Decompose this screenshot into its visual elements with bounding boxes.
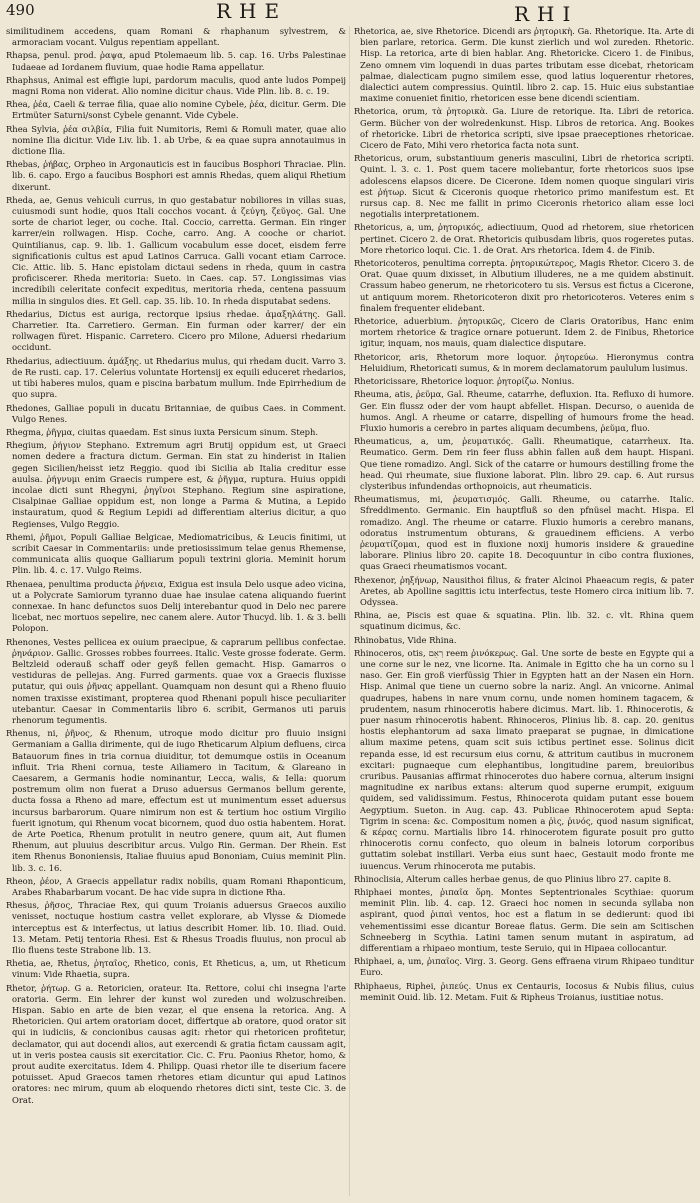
dictionary-entry: Rhetorica, ae, sive Rhetorice. Dicendi ars ῥητορικὴ. Ga. Rhetorique. Ita. Arte di bien parlare, retorica. Germ. Die kunst zierlich und wol zureden. Rhetoric. Hisp. La retorica, arte di bien hablar. Ang. Rhetoricke. Cicero 1. de Finibus, Zeno omnem vim loquendi in duas partes tributam esse dicebat, rhetoricam palmae, dialecticam pugno similem esse, quod latius loquerentur rhetores, dialectici autem compressius. Quintil. libro 2. cap. 15. Huic eius substantiae maxime conueniet finitio, rhetoricen esse bene dicendi scientiam.	[354, 26, 694, 104]
right-column	[354, 26, 694, 1198]
dictionary-entry: Rhetia, ae, Rhetus, ῥηταῖος, Rhetico, conis, Et Rheticus, a, um, ut Rheticum vinum: Vide Rhaetia, supra.	[6, 958, 346, 980]
dictionary-entry: Rhaphsus, Animal est effigie lupi, pardorum maculis, quod ante ludos Pompeij magni Roma non viderat. Alio nomine dicitur chaus. Vide Plin. lib. 8. c. 19.	[6, 74, 346, 97]
dictionary-entry: Rhetor, ῥήτωρ. G a. Retoricien, orateur. Ita. Rettore, colui chi insegna l'arte oratoria. Germ. Ein lehrer der kunst wol zureden und wolzuschreiben. Hispan. Sabio en arte de bien vezar, el que ensena la retorica. Ang. A Rhetoricien. Qui artem oratoriam docet, differtque ab oratore, quod orator sit qui in iudiciis, & concionibus causas agit: rhetor qui rhetoricen profitetur, declamator, qui aut docendi alios, aut exercendi & gratia fictam caussam agit, ut in veris postea causis sit exercitatior. Cic. C. Fru. Paonius Rhetor, homo, & prout audite exercitatus. Idem 4. Philipp. Quasi rhetor ille te diserium facere potuisset. Apud Graecos tamen rhetores etiam dicuntur qui apud Latinos oratores: nec mirum, quum ab eloquendo rhetores dicti sint, teste Cic. 3. de Orat.	[6, 982, 346, 1105]
running-head-left: RHE	[216, 0, 288, 23]
dictionary-entry: similitudinem accedens, quam Romani & rhaphanum sylvestrem, & armoraciam vocant. Vulgus repentiam appellant.	[6, 26, 346, 48]
dictionary-entry: Rhetoricissare, Rhetorice loquor. ῥητορίζω. Nonius.	[354, 376, 575, 387]
dictionary-entry: Rheumatismus, mi, ῥευματισμός. Galli. Rheume, ou catarrhe. Italic. Sfreddimento. Germanic. Ein hauptfluß so den pfnüsel macht. Hispa. El romadizo. Angl. The rheume or catarre. Fluxio humoris a cerebro manans, odoratus instrumentum obturans, & grauedinem efficiens. A verbo ῥευματίζομαι, quod est in fluxione noxij humoris insidere & grauedine laborare. Plinius libro 20. capite 18. Decoquuntur in cibo contra fluxiones, quas Graeci rheumatismos vocant.	[354, 494, 694, 572]
dictionary-entry: Rhiphaeus, Riphei, ῥιπεύς. Unus ex Centauris, Iocosus & Nubis filius, cuius meminit Ouid. lib. 12. Metam. Fuit & Ripheus Troianus, iustitiae notus.	[354, 980, 694, 1002]
dictionary-entry: Rhea, ῥέα, Caeli & terrae filia, quae alio nomine Cybele, ῥέα, dicitur. Germ. Die Ertmüter Saturni/sonst Cybele genannt. Vide Cybele.	[6, 99, 346, 121]
dictionary-entry: Rhetoricor, aris, Rhetorum more loquor. ῥητορεύω. Hieronymus contra Heluidium, Rhetoricati sumus, & in morem declamatorum paululum lusimus.	[354, 351, 694, 373]
running-head-right: RHI	[514, 2, 579, 26]
dictionary-entry: Rhinoclisia, Alterum calles herbae genus, de quo Plinius libro 27. capite 8.	[354, 873, 672, 884]
dictionary-entry: Rhetorica, orum, τὰ ῥητορικὰ. Ga. Liure de retorique. Ita. Libri de retorica. Germ. Bücher von der wolredenkunst. Hisp. Libros de retorica. Ang. Bookes of rhetoricke. Libri de rhetorica scripti, sive ipsae praeceptiones rhetoricae. Cicero de Fato, Mihi vero rhetorica facta nota sunt.	[354, 106, 694, 151]
page-header	[0, 0, 700, 24]
dictionary-entry: Rhina, ae, Piscis est quae & squatina. Plin. lib. 32. c. vlt. Rhina quem squatinum dicimus, &c.	[354, 610, 694, 632]
dictionary-entry: Rheumaticus, a, um, ῥευματικός. Galli. Rheumatique, catarrheux. Ita. Reumatico. Germ. Dem rin feer fluss abhin fallen auß dem haupt. Hispani. Que tiene romadizo. Angl. Sick of the catarre or humours destilling frome the head. Qui rheumate, siue fluxione laborat. Plin. libro 29. cap. 6. Aut rursus clysteribus infundendas orthopnoicis, aut rheumaticis.	[354, 436, 694, 491]
dictionary-entry: Rhiphaei montes, ῥιπαῖα ὄρη. Montes Septentrionales Scythiae: quorum meminit Plin. lib. 4. cap. 12. Graeci hoc nomen in secunda syllaba non aspirant, quod ῥιπαὶ ventos, hoc est a flatum in se dedierunt: quod ibi vehementissimi esse dicantur Boreae flatus. Germ. Die sein am Scitischen Schneeberg in Scythia. Latini tamen senum mutant in aspiratum, ad differentiam a rhipaeo montium, teste Seruio, qui in Hipaea collocantur.	[354, 887, 694, 954]
dictionary-entry: Rhetorice, aduerbium. ῥητορικῶς, Cicero de Claris Oratoribus, Hanc enim mortem rhetorice & tragice ornare potuerunt. Idem 2. de Finibus, Rhetorice igitur, inquam, nos mauis, quam dialectice disputare.	[354, 316, 694, 349]
dictionary-entry: Rhegium, ῥήγιον Stephano. Extremum agri Brutij oppidum est, ut Graeci nomen dedere a fractura dictum. German. Ein stat zu hinderist in Italien gegen Sicilien/heisst ietz Reggio. quod ibi Sicilia ab Italia creditur esse auulsa. ῥήγνυμι enim Graecis rumpere est, & ῥῆγμα, ruptura. Huius oppidi incolae dicti sunt Rhegyni, ῥηγῖνοι Stephano. Regium sine aspiratione, Cisalpinae Galliae oppidum est, non longe a Parma & Mutina, a Lepido instauratum, quod & Regium Lepidi ad differentiam alterius dicitur, a quo Regienses, Vulgo Reggio.	[6, 440, 346, 529]
dictionary-entry: Rhinobatus, Vide Rhina.	[354, 634, 457, 645]
dictionary-entry: Rhiphaei, a, um, ῥιπαῖος. Virg. 3. Georg. Gens effraena virum Rhipaeo tunditur Euro.	[354, 956, 694, 978]
dictionary-entry: Rhetoricoteros, penultima correpta. ῥητορικώτερος, Magis Rhetor. Cicero 3. de Orat. Quae quum dixisset, in Albutium illuderes, ne a me quidem abstinuit. Crassum habeo generum, ne rhetoricotero tu sis. Versus est fictus a Cicerone, ut antiquum morem. Rhetoricoteron dixit pro rhetoricoteros. Veteres enim s finalem frequenter elidebant.	[354, 258, 694, 313]
dictionary-entry: Rheda, ae, Genus vehiculi currus, in quo gestabatur nobiliores in villas suas, cuiusmodi sunt hodie, quos Itali cocchos vocant. ἁ ζεύγη, ζεῦγος. Gal. Une sorte de chariot leger, ou coche. Ital. Coccio, carretta. German. Ein ringer karrer/ein rollwagen. Hisp. Coche, carro. Ang. A cooche or chariot. Quintilianus, cap. 9. lib. 1. Gallicum vocabulum esse docet, eisdem ferre significationis cultus est apud Latinos Carruca. Galli vocant etiam Carroce. Cic. Attic. lib. 5. Hanc epistolam dictaui sedens in rheda, quum in castra proficiscerer. Rheda meritoria: Sueto. in Caes. cap. 57. Longissimas vias incredibili celeritate confecit expeditus, meritoria rheda, centena passuum millia in singulos dies. Et Gell. cap. 35. lib. 10. In rheda disputabat sedens.	[6, 194, 346, 306]
dictionary-entry: Rhapsa, penul. prod. ῥαψα, apud Ptolemaeum lib. 5. cap. 16. Urbs Palestinae Iudaeae ad Iordanem fluvium, quae hodie Rama appellatur.	[6, 50, 346, 72]
dictionary-entry: Rhetoricus, a, um, ῥητορικός, adiectiuum, Quod ad rhetorem, siue rhetoricen pertinet. Cicero 2. de Orat. Rhetoricis quibusdam libris, quos rogeretes putas. More rhetorico loqui. Cic. 1. de Orat. Ars rhetorica. Idem 4. de Finib.	[354, 222, 694, 255]
dictionary-entry: Rhebas, ῥήβας, Orpheo in Argonauticis est in faucibus Bosphori Thraciae. Plin. lib. 6. capo. Ergo a faucibus Bosphori est amnis Rhedas, quem aliqui Rhetium dixerunt.	[6, 159, 346, 192]
dictionary-entry: Rhinoceros, otis, רְאֵם reem ῥινόκερως. Gal. Une sorte de beste en Egypte qui a une corne sur le nez, vne licorne. Ita. Animale in Egitto che ha un corno su l naso. Ger. Ein groß vierfüssig Thier in Egypten hatt an der Nasen ein Horn. Hisp. Animal que tiene un cuerno sobre la nariz. Angl. An vnicorne. Animal quadrupes, habens in nare vnum cornu, unde nomen hominem tagacem, & prudentem, nasum rhinocerotis habere dicimus. Mart. lib. 1. Rhinocerotis, & puer nasum rhinocerotis habent. Rhinoceros, Plinius lib. 8. cap. 20. genitus hostis elephantorum ad saxa limato praeparat se pugnae, in dimicatione alium maxime petens, quam scit suis ictibus pertinet esse. Solinus dicit repanda esse, id est recursum eius cornu, & attritum cautibus in mucronem excitari: pugnaeque cum elephantibus, longitudine parem, breuioribus cruribus. Pausanias affirmat rhinocerotes duo habere cornua, alterum insigni magnitudine ex naribus extans: alterum quod superne erumpit, exiguum quidem, sed validissimum. Festus, Rhinocerota quidam putant esse bouem Aegyptium. Sueton. in Aug. cap. 43. Publicae Rhinocerotem apud Septa: Tigrim in scena: &c. Compositum nomen a ῥὶς, ῥινός, quod nasum significat, & κέρας cornu. Martialis libro 14. rhinocerotem figurate posuit pro gutto rhinocerotis cornu confecto, quo oleum in balneis lotorum corporibus guttatim solebat instillari. Verba eius sunt haec, Gestauit modo fronte me iuuencus. Verum rhinocerota me putabis.	[354, 647, 694, 871]
page-number: 490	[6, 1, 35, 19]
left-column	[6, 26, 346, 1198]
dictionary-entry: Rhetoricus, orum, substantiuum generis masculini, Libri de rhetorica scripti. Quint. l. 3. c. 1. Post quem tacere moliebantur, forte rhetoricos suos ipse adolescens elapsos dicere. De Cicerone. Idem nomen quoque singulari viris est ῥήτωρ. Sicut & Ciceronis quoque rhetorico primo manifestum est. Et rursus cap. 8. Nec me fallit in primo Ciceronis rhetorico aliam esse loci negotialis interpretationem.	[354, 153, 694, 220]
dictionary-entry: Rhenaea, penultima producta ῥήνεια, Exigua est insula Delo usque adeo vicina, ut a Polycrate Samiorum tyranno duae hae insulae catena aliquando fuerint connexae. In hanc defunctos suos Delij interebantur quod in Delo nec parere licebat, nec mortuos sepelire, nec canem alere. Autor Thucyd. lib. 1. & 3. belli Polopon.	[6, 578, 346, 634]
dictionary-entry: Rhexenor, ῥηξήνωρ, Nausithoi filius, & frater Alcinoi Phaeacum regis, & pater Aretes, ab Apolline sagittis ictu interfectus, teste Homero circa initium lib. 7. Odyssea.	[354, 574, 694, 607]
dictionary-entry: Rhenus, ni, ῥῆνος, & Rhenum, utroque modo dicitur pro fluuio insigni Germaniam a Gallia dirimente, qui de iugo Rheticarum Alpium defluens, circa Batauorum fines in tria cornua diuiditur, tot demumque ostiis in Oceanum influit. Tria Rheni cornua, teste Ailiamero in Tacitum, & Glareano in Caesarem, a Germanis hodie nominantur, Lecca, walis, & Iella: quorum postremum olim non fuerat a Druso aduersus Germanos bellum gerente, ducta fossa a Rheno ad mare, effectum est ut munimentum esset aduersus incursus barbarorum. Quare nimirum non est & tertium hoc ostium Virgilio fuerit ignotum, qui Rhenum vocat bicornem, quod duo ostia habentem. Horat. de Arte Poetica, Rhenum protulit in neutro genere, quum ait, Aut flumen Rhenum, aut pluuius describitur arcus. Vulgo Rin. German. Der Rhein. Est item Rhenus Bononiensis, Italiae fluuius apud Bononiam, Cuius meminit Plin. lib. 3. c. 16.	[6, 728, 346, 873]
dictionary-entry: Rhenones, Vestes pellicea ex ouium praecipue, & caprarum pellibus confectae. ῥηνάριον. Gallic. Grosses robbes fourrees. Italic. Veste grosse foderate. Germ. Beltzleid oderauß schaff oder geyß fellen gemacht. Hisp. Gamarros o vestiduras de pellejas. Ang. Furred garments. quae vox a Graecis fluxisse putatur, qui ouis ῥῆνας appellant. Quamquam non desunt qui a Rheno fluuio nomen traxisse existimant, propterea quod Rhenani populi hisce peculiariter utebantur. Caesar in Commentariis libro 6. scribit, Germanos uti paruis rhenorum tegumentis.	[6, 636, 346, 725]
dictionary-entry: Rhea Sylvia, ῥέα σιλβία, Filia fuit Numitoris, Remi & Romuli mater, quae alio nomine Ilia dicitur. Vide Liv. lib. 1. ab Urbe, & ea quae supra annotauimus in dictione Ilia.	[6, 123, 346, 157]
dictionary-entry: Rheuma, atis, ῥεῦμα, Gal. Rheume, catarrhe, defluxion. Ita. Refluxo di humore. Ger. Ein flussz oder der vom haupt abfellet. Hispan. Decurso, o auenida de humos. Angl. A rheume or catarre, dispelling of humours frome the head. Fluxio humoris a cerebro in partes aliquam decumbens, ῥεῦμα, fluo.	[354, 389, 694, 433]
dictionary-entry: Rhedones, Galliae populi in ducatu Britanniae, de quibus Caes. in Comment. Vulgo Renes.	[6, 402, 346, 424]
column-divider	[349, 26, 350, 1196]
dictionary-entry: Rhedarius, adiectiuum. ἁμάξης. ut Rhedarius mulus, qui rhedam ducit. Varro 3. de Re rusti. cap. 17. Celerius voluntate Hortensij ex equili educeret rhedarios, ut tibi haberes mulos, quam e piscina barbatum mullum. Inde Epirrhedium de quo supra.	[6, 355, 346, 400]
dictionary-entry: Rhegma, ῥῆγμα, ciuitas quaedam. Est sinus iuxta Persicum sinum. Steph.	[6, 426, 319, 437]
dictionary-entry: Rheon, ῥέον, A Graecis appellatur radix nobilis, quam Romani Rhaponticum, Arabes Rhabarbarum vocant. De hac vide supra in dictione Rha.	[6, 875, 346, 898]
dictionary-entry: Rhesus, ῥῆσος, Thraciae Rex, qui quum Troianis aduersus Graecos auxilio venisset, noctuque hostium castra vellet explorare, ab Vlysse & Diomede interceptus est & interfectus, ut latius describit Homer. lib. 10. Iliad. Ouid. 13. Metam. Petij tentoria Rhesi. Est & Rhesus Troadis fluuius, non procul ab Ilio fluens teste Strabone lib. 13.	[6, 900, 346, 956]
dictionary-entry: Rhemi, ῥῆμοι, Populi Galliae Belgicae, Mediomatricibus, & Leucis finitimi, ut scribit Caesar in Commentariis: unde pretiosissimum telae genus Rhemense, communicata aliis quoque Galliarum populi textrini gloria. Meminit horum Plin. lib. 4. c. 17. Vulgo Reims.	[6, 531, 346, 576]
dictionary-entry: Rhedarius, Dictus est auriga, rectorque ipsius rhedae. ἁμαξηλάτης. Gall. Charretier. Ita. Carretiero. German. Ein furman oder karrer/ der ein rollwagen füret. Hispanic. Carretero. Cicero pro Milone, Aduersi rhedarium occidunt.	[6, 308, 346, 353]
